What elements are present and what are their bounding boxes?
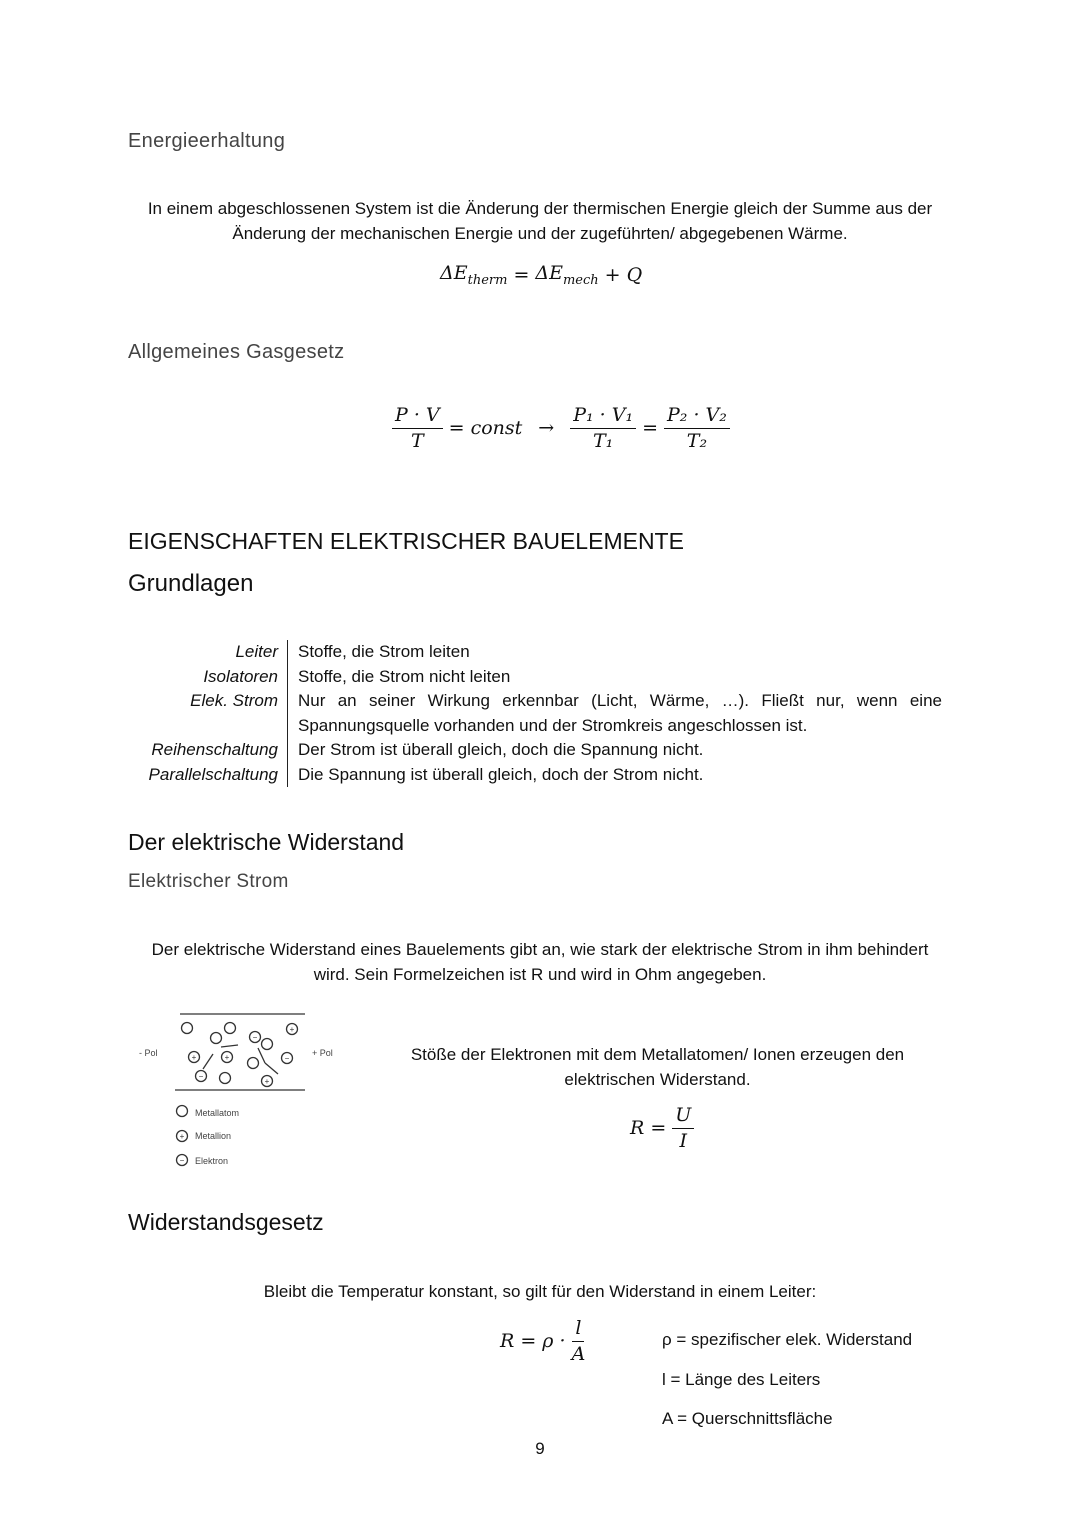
legend-elektron: Elektron xyxy=(195,1156,229,1166)
heading-gasgesetz: Allgemeines Gasgesetz xyxy=(128,341,345,363)
svg-text:+: + xyxy=(191,1053,197,1062)
heading-widerstand: Der elektrische Widerstand xyxy=(128,829,405,855)
formula-part: = const xyxy=(448,417,523,439)
heading-grundlagen: Grundlagen xyxy=(128,570,254,597)
fraction xyxy=(392,404,443,452)
legend-metallatom: Metallatom xyxy=(195,1108,240,1118)
formula-part: + Q xyxy=(604,263,643,286)
numerator: l xyxy=(572,1317,584,1342)
svg-text:−: − xyxy=(198,1072,204,1081)
widerstand-text: Der elektrische Widerstand eines Bauelements gibt an, wie stark der elektrische Strom in ihm behindert wird. Sein Formelzeichen ist R und wird in Ohm angegeben. xyxy=(151,940,929,984)
energie-text: In einem abgeschlossenen System ist die Änderung der thermischen Energie gleich der Summe aus der Änderung der mechanischen Energie und der zugeführten/ abgegebenen Wärme. xyxy=(147,199,933,243)
energie-formula xyxy=(440,262,642,288)
numerator: P₁ · V₁ xyxy=(570,404,636,429)
term: Isolatoren xyxy=(203,666,278,686)
term: Reihenschaltung xyxy=(151,740,278,759)
table-row xyxy=(128,738,942,763)
grundlagen-table xyxy=(128,640,942,787)
definition: Stoffe, die Strom leiten xyxy=(287,640,942,665)
definition: Stoffe, die Strom nicht leiten xyxy=(287,665,942,690)
legend-metallion: Metallion xyxy=(195,1131,232,1141)
arrow-icon: → xyxy=(538,417,555,439)
formula-part: ΔE xyxy=(440,262,468,284)
denominator: T xyxy=(410,430,424,452)
formula-part: R = ρ · xyxy=(500,1330,566,1352)
formula-part: = xyxy=(513,263,530,286)
term: Parallelschaltung xyxy=(148,764,278,784)
gesetz-text: Bleibt die Temperatur konstant, so gilt für den Widerstand in einem Leiter: xyxy=(263,1282,817,1301)
formula-legend xyxy=(662,1320,912,1439)
fraction xyxy=(672,1104,694,1152)
fraction xyxy=(570,404,636,452)
fraction xyxy=(572,1317,586,1365)
page-number: 9 xyxy=(535,1439,545,1458)
conductor-drawing xyxy=(135,1008,350,1178)
svg-text:+: + xyxy=(289,1025,295,1034)
term: Leiter xyxy=(235,642,278,661)
formula-part: R = xyxy=(630,1117,667,1139)
denominator: T₂ xyxy=(686,430,708,452)
fraction xyxy=(664,404,730,452)
numerator: P · V xyxy=(392,404,443,429)
heading-widerstandsgesetz: Widerstandsgesetz xyxy=(128,1209,324,1235)
plus-pol-label: + Pol xyxy=(312,1048,333,1058)
heading-energieerhaltung: Energieerhaltung xyxy=(128,130,286,152)
widerstand-formula xyxy=(500,1317,585,1365)
term: Elek. Strom xyxy=(190,691,278,710)
table-row xyxy=(128,665,942,690)
definition: Der Strom ist überall gleich, doch die Spannung nicht. xyxy=(287,738,942,763)
ohm-formula xyxy=(630,1104,694,1152)
denominator: A xyxy=(571,1343,586,1365)
definition: Die Spannung ist überall gleich, doch der Strom nicht. xyxy=(287,763,942,788)
table-row xyxy=(128,640,942,665)
numerator: U xyxy=(672,1104,694,1129)
stoesse-text: Stöße der Elektronen mit dem Metallatomen/ Ionen erzeugen den elektrischen Widerstand. xyxy=(410,1045,905,1089)
legend-item: l = Länge des Leiters xyxy=(662,1369,821,1389)
electron-diagram xyxy=(135,1008,350,1178)
denominator: T₁ xyxy=(593,430,614,452)
gas-formula xyxy=(392,404,730,452)
main-heading: EIGENSCHAFTEN ELEKTRISCHER BAUELEMENTE xyxy=(128,528,684,554)
numerator: P₂ · V₂ xyxy=(664,404,730,429)
definition: Nur an seiner Wirkung erkennbar (Licht, Wärme, …). Fließt nur, wenn eine Spannungsquelle vorhanden und der Stromkreis angeschlossen ist. xyxy=(287,689,942,738)
svg-text:+: + xyxy=(224,1053,230,1062)
formula-sub: mech xyxy=(562,272,599,288)
svg-text:−: − xyxy=(284,1054,290,1063)
svg-text:−: − xyxy=(179,1156,185,1165)
svg-text:+: + xyxy=(179,1132,185,1141)
table-row xyxy=(128,763,942,788)
legend-item: A = Querschnittsfläche xyxy=(662,1409,833,1428)
svg-text:−: − xyxy=(252,1033,258,1042)
denominator: I xyxy=(679,1130,688,1152)
formula-part: = xyxy=(642,417,658,439)
legend-item: ρ = spezifischer elek. Widerstand xyxy=(662,1330,913,1349)
svg-text:+: + xyxy=(264,1077,270,1086)
minus-pol-label: - Pol xyxy=(139,1048,158,1058)
subheading-strom: Elektrischer Strom xyxy=(128,871,289,892)
formula-part: ΔE xyxy=(535,262,563,284)
table-row xyxy=(128,689,942,738)
formula-sub: therm xyxy=(467,272,508,288)
